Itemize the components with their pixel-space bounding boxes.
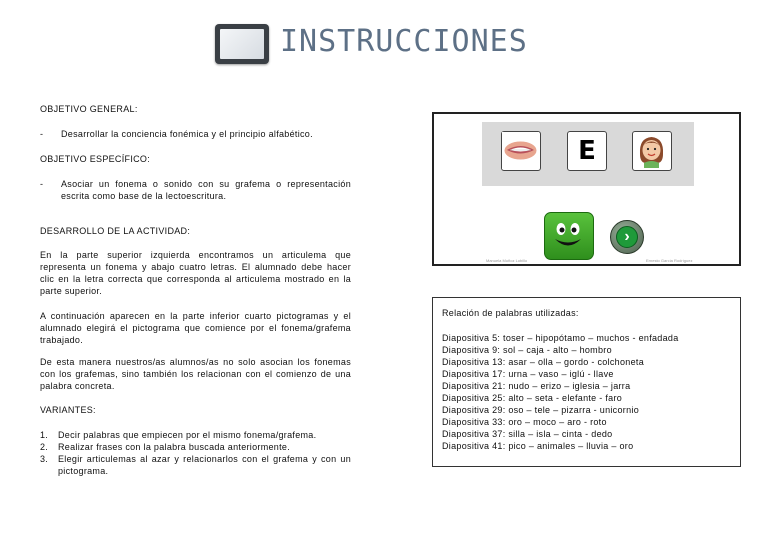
list-item (40, 429, 351, 441)
paragraph-3 (40, 356, 351, 392)
variantes-list (40, 429, 351, 477)
list-item: Diapositiva 37: silla – isla – cinta - dedo (442, 429, 613, 439)
list-text (58, 453, 351, 477)
text-line: Elegir articulemas al azar y relacionarlos con el grafema y con un (58, 454, 351, 464)
paragraph-2 (40, 310, 351, 346)
text-line: pictograma. (58, 466, 109, 476)
list-text: Realizar frases con la palabra buscada anteriormente. (58, 442, 291, 452)
list-text: Decir palabras que empiecen por el mismo fonema/grafema. (58, 430, 317, 440)
list-item: Diapositiva 21: nudo – erizo – iglesia – jarra (442, 381, 631, 391)
objetivo-especifico-text (61, 178, 351, 202)
text-line: trabajado. (40, 335, 84, 345)
variantes-heading: VARIANTES: (40, 405, 96, 415)
next-button[interactable] (610, 220, 644, 254)
list-number: 2. (40, 442, 49, 452)
list-item: Diapositiva 33: oro – moco – aro - roto (442, 417, 607, 427)
word-list (442, 332, 679, 452)
text-line: clic en la letra correcta que corresponda al articulema mostrado en la (40, 274, 351, 284)
text-line: palabra concreta. (40, 381, 115, 391)
list-item (40, 453, 351, 477)
text-line: Asociar un fonema o sonido con su grafema o representación (61, 179, 351, 189)
objetivo-especifico-heading: OBJETIVO ESPECÍFICO: (40, 154, 151, 164)
list-item: Diapositiva 5: toser – hipopótamo – muchos - enfadada (442, 333, 679, 343)
paragraph-1 (40, 249, 351, 297)
tablet-icon (215, 24, 269, 64)
list-item: Diapositiva 25: alto – seta - elefante - faro (442, 393, 623, 403)
text-line: A continuación aparecen en la parte inferior cuarto pictogramas y el (40, 311, 351, 321)
text-line: En la parte superior izquierda encontramos un articulema que (40, 250, 351, 260)
caption-right: Ernesto García Rodríguez (646, 258, 693, 263)
page-title: INSTRUCCIONES (280, 24, 528, 59)
activity-screenshot (432, 112, 741, 266)
text-line: alumnado elegirá el pictograma que comience por el fonema/grafema (40, 323, 351, 333)
text-line: representa un fonema y abajo cuatro letras. El alumnado debe hacer (40, 262, 351, 272)
letter-label: E (578, 136, 596, 166)
word-list-box (432, 297, 741, 467)
text-line: con los grafemas, sino también los relacionan con el comienzo de una (40, 369, 351, 379)
text-line: escrita como base de la lectoescritura. (61, 191, 227, 201)
smiley-icon[interactable] (544, 212, 594, 260)
letter-card[interactable] (567, 131, 607, 171)
caption-left: Manuela Muñoz Lobillo (486, 258, 528, 263)
list-item: Diapositiva 9: sol – caja - alto – hombro (442, 345, 612, 355)
bullet: - (40, 179, 44, 189)
text-line: parte superior. (40, 286, 103, 296)
objetivo-general-heading: OBJETIVO GENERAL: (40, 104, 138, 114)
word-list-heading: Relación de palabras utilizadas: (442, 308, 579, 318)
list-item: Diapositiva 29: oso – tele – pizarra - unicornio (442, 405, 639, 415)
articulema-strip (482, 122, 694, 186)
list-item: Diapositiva 41: pico – animales – lluvia – oro (442, 441, 634, 451)
girl-icon[interactable] (632, 131, 672, 171)
bullet: - (40, 129, 44, 139)
text-line: De esta manera nuestros/as alumnos/as no solo asocian los fonemas (40, 357, 351, 367)
list-number: 1. (40, 430, 49, 440)
mouth-icon (501, 131, 541, 171)
list-item (40, 441, 351, 453)
list-number: 3. (40, 454, 49, 464)
next-arrow-icon: › (616, 226, 638, 248)
list-item: Diapositiva 17: urna – vaso – iglú - llave (442, 369, 614, 379)
desarrollo-heading: DESARROLLO DE LA ACTIVIDAD: (40, 226, 191, 236)
objetivo-general-text: Desarrollar la conciencia fonémica y el principio alfabético. (61, 129, 313, 139)
list-item: Diapositiva 13: asar – olla – gordo - colchoneta (442, 357, 645, 367)
